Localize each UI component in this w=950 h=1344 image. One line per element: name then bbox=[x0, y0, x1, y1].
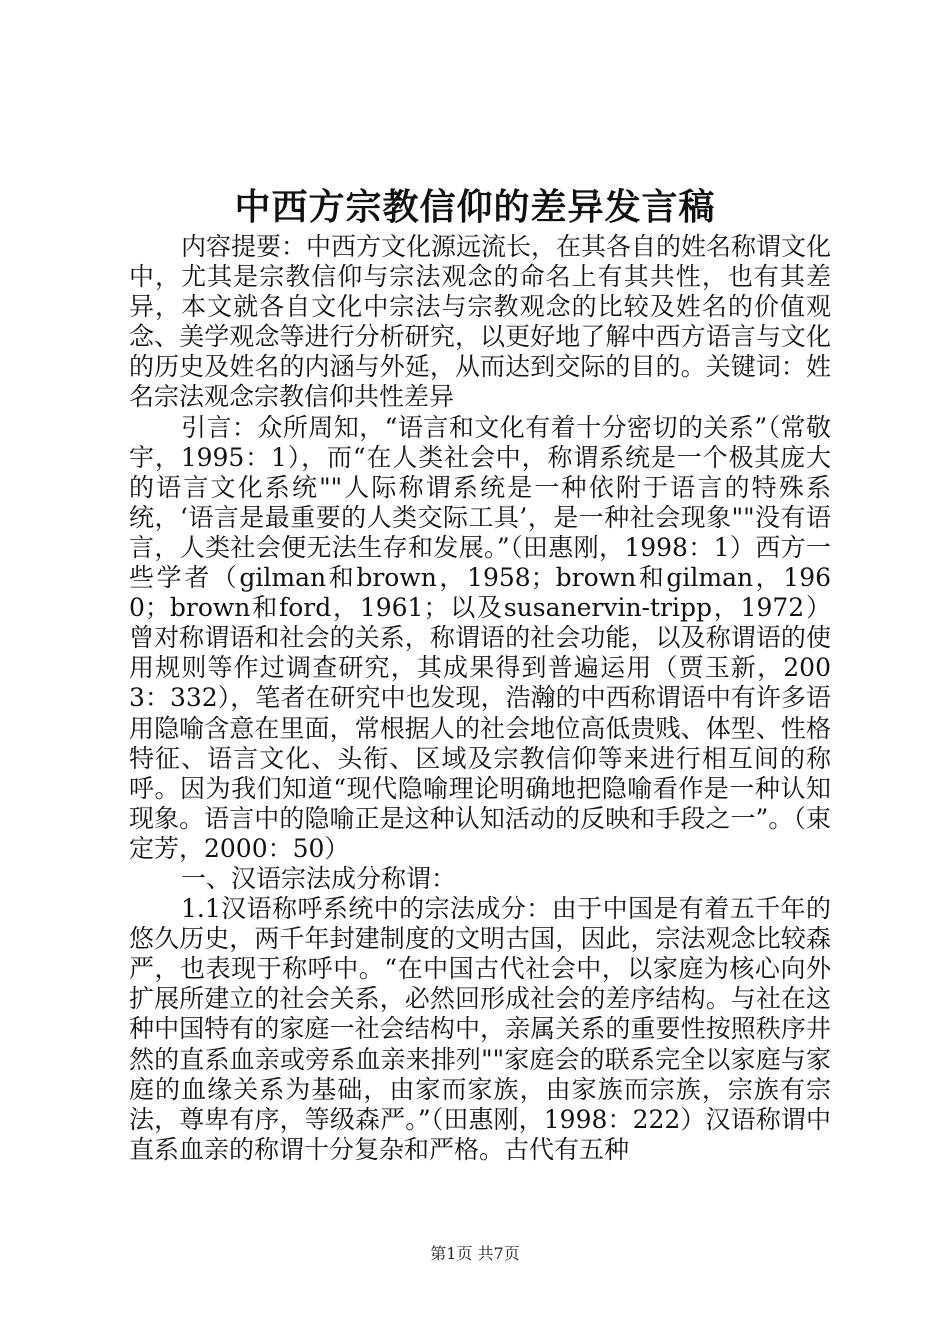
section-heading: 一、汉语宗法成分称谓： bbox=[181, 863, 457, 893]
paragraph-introduction: 引言：众所周知，“语言和文化有着十分密切的关系”（常敬宇，1995：1），而“在人类社会中，称谓系统是一个极其庞大的语言文化系统""人际称谓系统是一种依附于语言的特殊系统，‘语言是最重要的人类交际工具’，是一种社会现象""没有语言，人类社会便无法生存和发展。”（田惠刚，1998：1）西方一些学者（gilman和brown，1958；brown和gilman，1960；brown和ford，1961；以及susanervin-tripp，1972）曾对称谓语和社会的关系，称谓语的社会功能，以及称谓语的使用规则等作过调查研究，其成果得到普遍运用（贾玉新，2003：332），笔者在研究中也发现，浩瀚的中西称谓语中有许多语用隐喻含意在里面，常根据人的社会地位高低贵贱、体型、性格特征、语言文化、头衔、区域及宗教信仰等来进行相互间的称呼。因为我们知道“现代隐喻理论明确地把隐喻看作是一种认知现象。语言中的隐喻正是这种认知活动的反映和手段之一”。（束定芳，2000：50） bbox=[129, 412, 831, 863]
document-title: 中西方宗教信仰的差异发言稿 bbox=[234, 186, 716, 228]
paragraph-abstract: 内容提要：中西方文化源远流长，在其各自的姓名称谓文化中，尤其是宗教信仰与宗法观念的命名上有其共性，也有其差异，本文就各自文化中宗法与宗教观念的比较及姓名的价值观念、美学观念等进行分析研究，以更好地了解中西方语言与文化的历史及姓名的内涵与外延，从而达到交际的目的。关键词：姓名宗法观念宗教信仰共性差异 bbox=[129, 232, 832, 412]
page-number-footer: 第1页 共7页 bbox=[430, 1244, 520, 1263]
paragraph-section-1-1: 1.1汉语称呼系统中的宗法成分：由于中国是有着五千年的悠久历史，两千年封建制度的文明古国，因此，宗法观念比较森严，也表现于称呼中。“在中国古代社会中，以家庭为核心向外扩展所建立的社会关系，必然回形成社会的差序结构。与社在这种中国特有的家庭一社会结构中，亲属关系的重要性按照秩序井然的直系血亲或旁系血亲来排列""家庭会的联系完全以家庭与家庭的血缘关系为基础，由家而家族，由家族而宗族，宗族有宗法，尊卑有序，等级森严。”（田惠刚，1998：222）汉语称谓中直系血亲的称谓十分复杂和严格。古代有五种 bbox=[129, 894, 831, 1164]
document-body bbox=[129, 232, 831, 1165]
